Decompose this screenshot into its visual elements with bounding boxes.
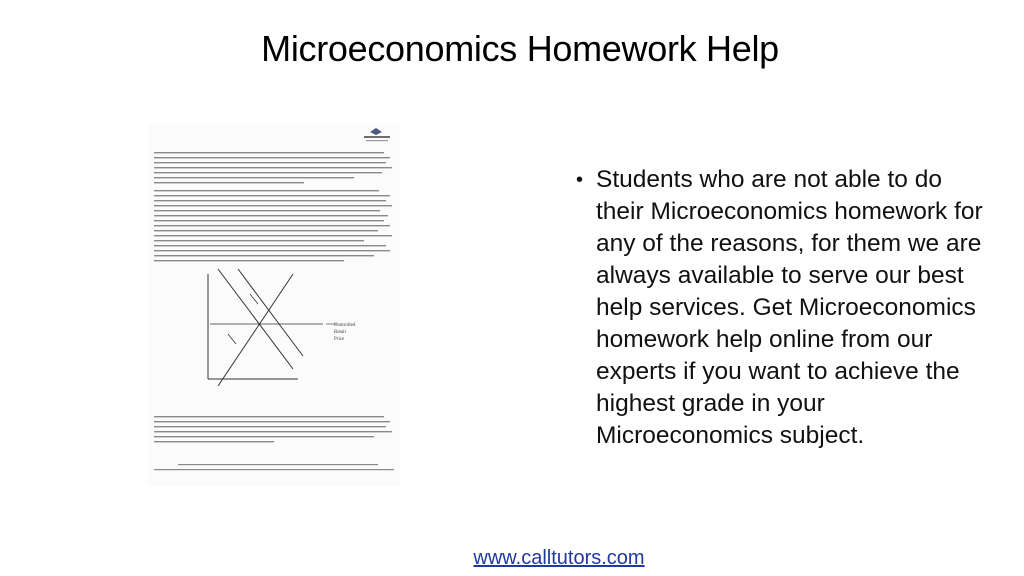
homework-document-image (148, 124, 400, 486)
slide-title: Microeconomics Homework Help (261, 28, 779, 69)
bullet-item (576, 164, 996, 452)
website-link[interactable]: www.calltutors.com (473, 547, 645, 569)
graph-label-3: Price (334, 337, 345, 342)
bullet-text: Students who are not able to do their Microeconomics homework for any of the reasons, for them we are always available to serve our best help services. Get Microeconomics homework help online from our experts if you want to achieve the highest grade in your Microeconomics subject. (596, 166, 983, 449)
graph-label-2: Retail (334, 330, 346, 335)
graph-label-1: Controlled (334, 323, 356, 328)
bullet-icon: • (576, 169, 584, 191)
bullet-list (576, 164, 996, 452)
